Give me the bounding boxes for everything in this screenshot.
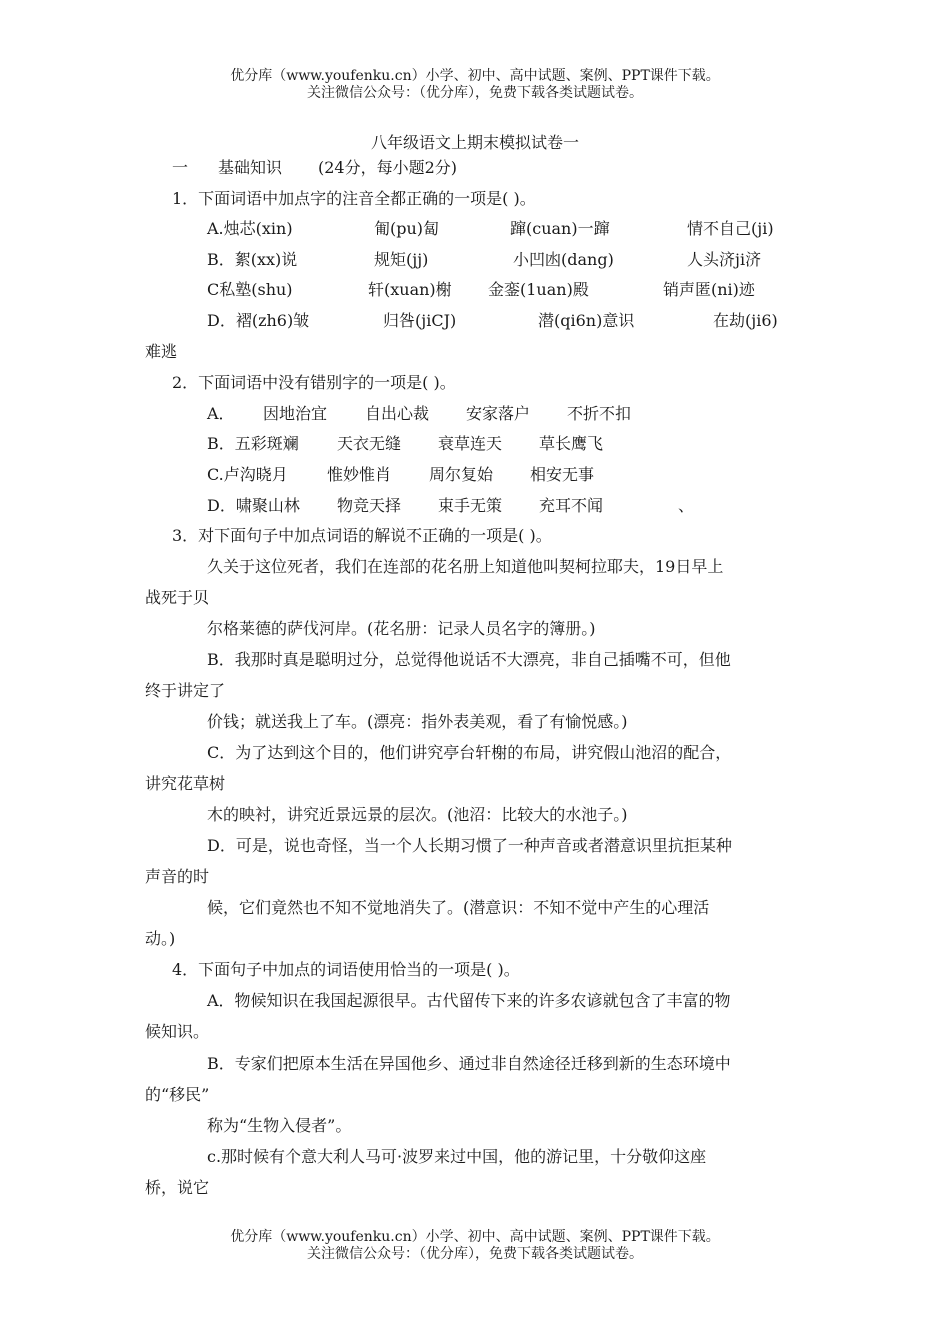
- q3-line: 战死于贝: [145, 588, 210, 607]
- q4-line: B．专家们把原本生活在异国他乡、通过非自然途径迁移到新的生态环境中: [207, 1054, 731, 1073]
- q2-a-4: 不折不扣: [567, 404, 632, 423]
- q2-b-3: 衰草连天: [438, 434, 503, 453]
- q4-line: 称为“生物入侵者”。: [207, 1116, 352, 1135]
- q1-a-3: 蹿(cuan)一蹿: [510, 219, 610, 238]
- q1-a-4: 情不自己(ji): [687, 219, 774, 238]
- q2-b-4: 草长鹰飞: [539, 434, 604, 453]
- q2-a-2: 自出心裁: [365, 404, 430, 423]
- q2-stem: 2．下面词语中没有错别字的一项是( )。: [172, 373, 456, 392]
- q1-c-4: 销声匿(ni)迹: [663, 280, 755, 299]
- q1-b-2: 规矩(jj): [374, 250, 429, 269]
- page-header: [0, 68, 950, 102]
- q1-b-4: 人头济ji济: [687, 250, 762, 269]
- q1-d-2: 归咎(jiCJ): [383, 311, 457, 330]
- q2-b-2: 天衣无缝: [337, 434, 402, 453]
- footer-line-2: 关注微信公众号：（优分库），免费下载各类试题试卷。: [307, 1246, 643, 1262]
- q2-d-mark: 、: [678, 496, 695, 515]
- q1-b-1: B．絮(xx)说: [207, 250, 298, 269]
- q2-c-4: 相安无事: [530, 465, 595, 484]
- header-line-1: 优分库（www.youfenku.cn）小学、初中、高中试题、案例、PPT课件下载。: [230, 68, 720, 84]
- q4-line: 候知识。: [145, 1022, 210, 1041]
- q3-line: 讲究花草树: [145, 774, 226, 793]
- q2-d-1: D．啸聚山林: [207, 496, 300, 515]
- q2-b-1: B．五彩斑斓: [207, 434, 299, 453]
- q2-d-3: 束手无策: [438, 496, 503, 515]
- q1-c-2: 轩(xuan)榭: [368, 280, 452, 299]
- q1-d-3: 潜(qi6n)意识: [538, 311, 635, 330]
- q3-line: C．为了达到这个目的，他们讲究亭台轩榭的布局，讲究假山池沼的配合，: [207, 743, 732, 762]
- q2-a-1: 因地治宜: [263, 404, 328, 423]
- q3-line: 终于讲定了: [145, 681, 226, 700]
- page-footer: [0, 1229, 950, 1263]
- q1-d-1: D．褶(zh6)皱: [207, 311, 310, 330]
- q3-line: 尔格莱德的萨伐河岸。(花名册：记录人员名字的簿册。): [207, 619, 596, 638]
- q3-line: 动。): [145, 929, 176, 948]
- q3-line: 久关于这位死者，我们在连部的花名册上知道他叫契柯拉耶夫，19日早上: [207, 557, 724, 576]
- q1-d-4: 在劫(ji6): [713, 311, 778, 330]
- q2-a-3: 安家落户: [466, 404, 531, 423]
- q3-stem: 3．对下面句子中加点词语的解说不正确的一项是( )。: [172, 526, 552, 545]
- q3-line: 声音的时: [145, 867, 210, 886]
- q4-line: A．物候知识在我国起源很早。古代留传下来的许多农谚就包含了丰富的物: [207, 991, 731, 1010]
- q2-d-2: 物竞天择: [337, 496, 402, 515]
- footer-line-1: 优分库（www.youfenku.cn）小学、初中、高中试题、案例、PPT课件下载。: [230, 1229, 720, 1245]
- section-number: 一: [172, 158, 189, 177]
- q2-c-2: 惟妙惟肖: [327, 465, 392, 484]
- q1-option-d-cont: 难逃: [145, 342, 178, 361]
- q1-b-3: 小凹凼(dang): [513, 250, 614, 269]
- q4-line: c.那时候有个意大利人马可·波罗来过中国，他的游记里，十分敬仰这座: [207, 1147, 707, 1166]
- q1-a-1: A.烛芯(xin): [207, 219, 293, 238]
- q3-line: 候，它们竟然也不知不觉地消失了。(潜意识：不知不觉中产生的心理活: [207, 898, 710, 917]
- q4-line: 桥，说它: [145, 1178, 210, 1197]
- q3-line: D．可是，说也奇怪，当一个人长期习惯了一种声音或者潜意识里抗拒某种: [207, 836, 732, 855]
- q4-line: 的“移民”: [145, 1085, 210, 1104]
- q3-line: 木的映衬，讲究近景远景的层次。(池沼：比较大的水池子。): [207, 805, 628, 824]
- header-line-2: 关注微信公众号：（优分库），免费下载各类试题试卷。: [307, 85, 643, 101]
- section-name: 基础知识: [218, 158, 283, 177]
- q3-line: B．我那时真是聪明过分，总觉得他说话不大漂亮，非自己插嘴不可，但他: [207, 650, 731, 669]
- q1-c-3: 金銮(1uan)殿: [488, 280, 589, 299]
- q4-stem: 4．下面句子中加点的词语使用恰当的一项是( )。: [172, 960, 520, 979]
- q2-c-3: 周尔复始: [429, 465, 494, 484]
- section-score: (24分，每小题2分): [318, 158, 458, 177]
- page-title: 八年级语文上期末模拟试卷一: [370, 133, 579, 152]
- q2-d-4: 充耳不闻: [539, 496, 604, 515]
- q1-stem: 1．下面词语中加点字的注音全都正确的一项是( )。: [172, 189, 536, 208]
- q1-c-1: C私塾(shu): [207, 280, 293, 299]
- q2-c-1: C.卢沟晓月: [207, 465, 288, 484]
- q3-line: 价钱；就送我上了车。(漂亮：指外表美观，看了有愉悦感。): [207, 712, 628, 731]
- q1-a-2: 匍(pu)匐: [374, 219, 440, 238]
- q2-a-label: A．: [207, 404, 235, 423]
